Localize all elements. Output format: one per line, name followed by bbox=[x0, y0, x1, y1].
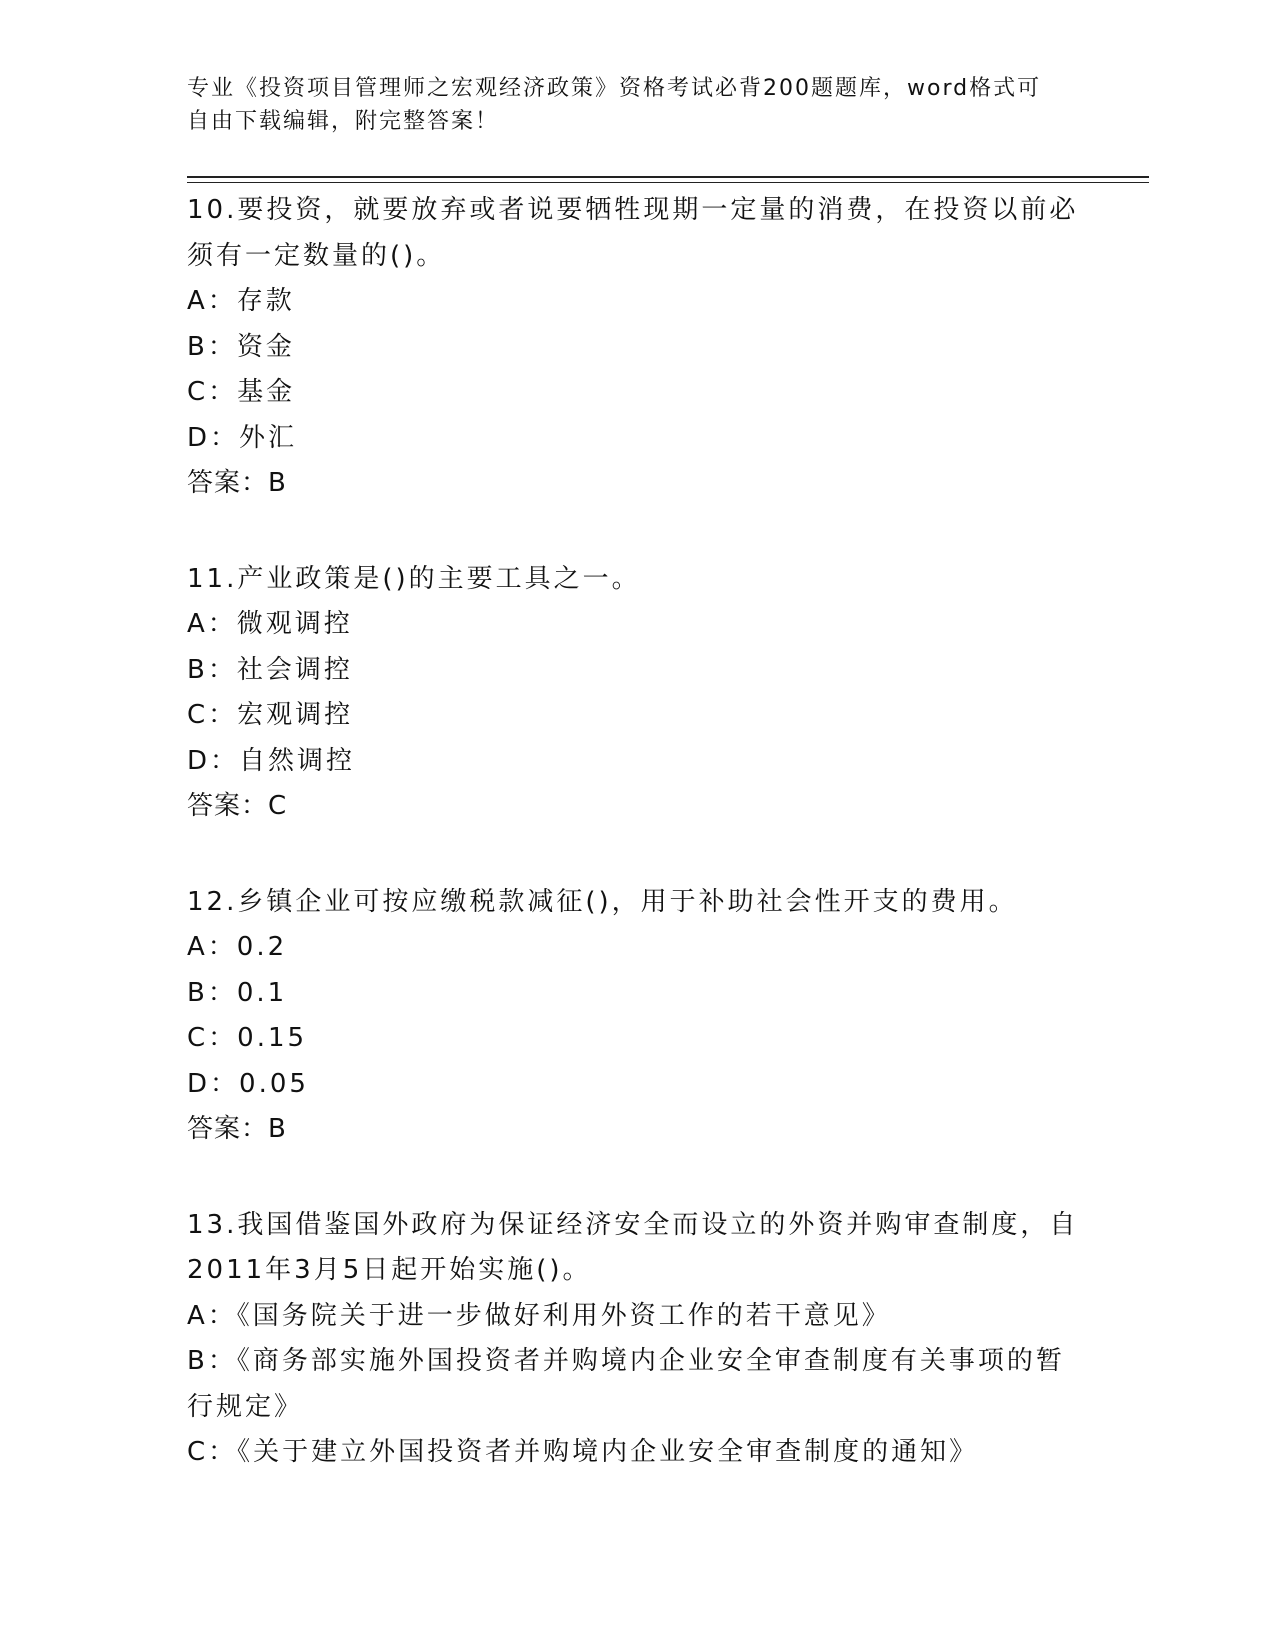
header-divider-thick bbox=[187, 176, 1149, 178]
option-b: B：资金 bbox=[187, 331, 295, 362]
question-stem: 11.产业政策是()的主要工具之一。 bbox=[187, 563, 641, 594]
question-stem: 10.要投资，就要放弃或者说要牺牲现期一定量的消费，在投资以前必 bbox=[187, 195, 1079, 225]
option-c: C：《关于建立外国投资者并购境内企业安全审查制度的通知》 bbox=[187, 1437, 979, 1467]
question-list bbox=[187, 188, 1087, 1526]
option-b: B：《商务部实施外国投资者并购境内企业安全审查制度有关事项的暂 bbox=[187, 1346, 1065, 1376]
option-b: B：0.1 bbox=[187, 977, 288, 1008]
question-stem: 12.乡镇企业可按应缴税款减征()，用于补助社会性开支的费用。 bbox=[187, 886, 1018, 917]
option-c: C：基金 bbox=[187, 377, 296, 407]
option-a: A：微观调控 bbox=[187, 609, 353, 639]
option-a: A：《国务院关于进一步做好利用外资工作的若干意见》 bbox=[187, 1300, 891, 1331]
question-13 bbox=[187, 1203, 1087, 1476]
option-a: A：0.2 bbox=[187, 932, 288, 962]
header-line-2: 自由下载编辑，附完整答案！ bbox=[187, 109, 500, 134]
question-stem: 2011年3月5日起开始实施()。 bbox=[187, 1255, 592, 1285]
option-b: B：社会调控 bbox=[187, 654, 353, 685]
option-c: C：0.15 bbox=[187, 1023, 308, 1053]
option-d: D：自然调控 bbox=[187, 745, 356, 776]
document-header bbox=[187, 72, 1067, 138]
option-a: A：存款 bbox=[187, 286, 295, 316]
question-stem: 13.我国借鉴国外政府为保证经济安全而设立的外资并购审查制度，自 bbox=[187, 1209, 1079, 1240]
question-10 bbox=[187, 188, 1087, 507]
question-stem: 须有一定数量的()。 bbox=[187, 240, 446, 271]
option-c: C：宏观调控 bbox=[187, 700, 354, 730]
question-12 bbox=[187, 880, 1087, 1153]
option-d: D：0.05 bbox=[187, 1068, 309, 1099]
answer: 答案：B bbox=[187, 1114, 287, 1144]
option-b-continued: 行规定》 bbox=[187, 1391, 304, 1422]
question-11 bbox=[187, 557, 1087, 830]
header-divider-thin bbox=[187, 182, 1149, 183]
option-d: D：外汇 bbox=[187, 422, 298, 453]
header-line-1: 专业《投资项目管理师之宏观经济政策》资格考试必背200题题库，word格式可 bbox=[187, 76, 1042, 101]
answer: 答案：C bbox=[187, 791, 288, 821]
answer: 答案：B bbox=[187, 468, 287, 498]
